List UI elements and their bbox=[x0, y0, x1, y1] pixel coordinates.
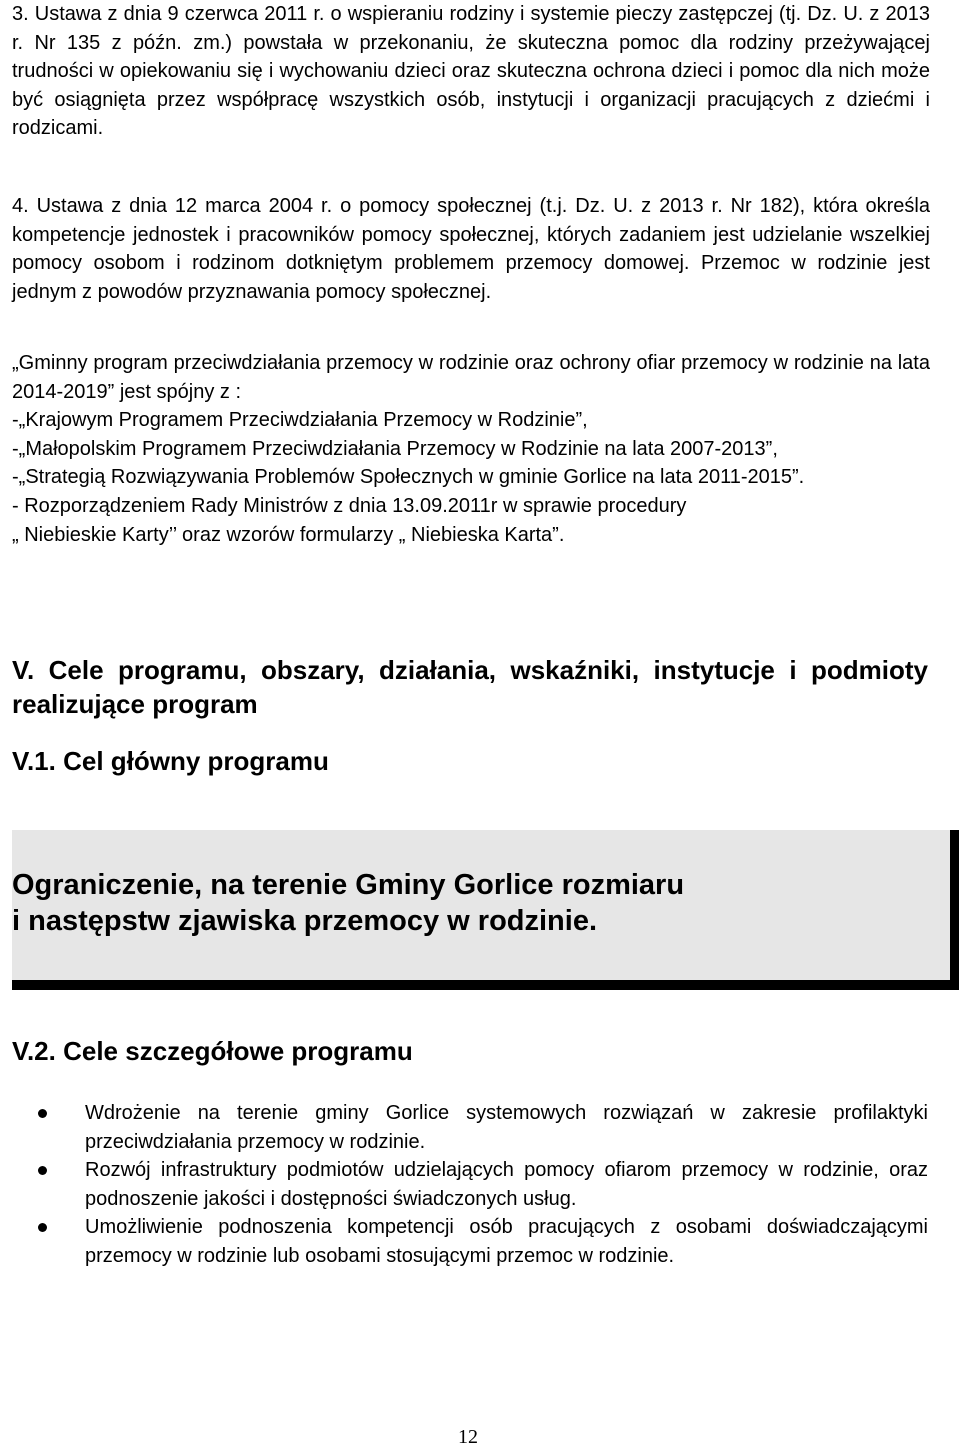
detailed-goal-text: Rozwój infrastruktury podmiotów udzielających pomocy ofiarom przemocy w rodzinie, oraz podnoszenie jakości i dostępności świadczonych usług. bbox=[85, 1159, 928, 1210]
section-v2-heading: V.2. Cele szczegółowe programu bbox=[12, 1036, 413, 1066]
list-item bbox=[12, 1099, 928, 1156]
consistency-item-malopolski: -„Małopolskim Programem Przeciwdziałania Przemocy w Rodzinie na lata 2007-2013”, bbox=[12, 437, 778, 460]
list-item bbox=[12, 1156, 928, 1213]
bullet-icon bbox=[38, 1109, 47, 1118]
consistency-item-niebieska-karta: „ Niebieskie Karty’’ oraz wzorów formularzy „ Niebieska Karta”. bbox=[12, 523, 565, 546]
section-v-heading: V. Cele programu, obszary, działania, wskaźniki, instytucje i podmioty realizujące program bbox=[12, 655, 928, 719]
consistency-item-rozporzadzenie: - Rozporządzeniem Rady Ministrów z dnia 13.09.2011r w sprawie procedury bbox=[12, 494, 687, 517]
consistency-item-strategia: -„Strategią Rozwiązywania Problemów Społecznych w gminie Gorlice na lata 2011-2015”. bbox=[12, 466, 805, 489]
page-number: 12 bbox=[458, 1426, 478, 1448]
list-item bbox=[12, 1213, 928, 1270]
section-v1-heading: V.1. Cel główny programu bbox=[12, 746, 329, 776]
bullet-icon bbox=[38, 1166, 47, 1175]
detailed-goals-list bbox=[12, 1099, 928, 1271]
main-goal-shadow-right bbox=[950, 830, 959, 990]
bullet-icon bbox=[38, 1223, 47, 1232]
program-consistency-block bbox=[12, 349, 930, 549]
main-goal-text bbox=[12, 867, 684, 939]
detailed-goal-text: Wdrożenie na terenie gminy Gorlice systemowych rozwiązań w zakresie profilaktyki przeciwdziałania przemocy w rodzinie. bbox=[85, 1102, 928, 1153]
main-goal-box bbox=[12, 830, 960, 990]
detailed-goal-text: Umożliwienie podnoszenia kompetencji osób pracujących z osobami doświadczającymi przemocy w rodzinie lub osobami stosującymi przemoc w rodzinie. bbox=[85, 1216, 928, 1267]
law-item-4: 4. Ustawa z dnia 12 marca 2004 r. o pomocy społecznej (t.j. Dz. U. z 2013 r. Nr 182), która określa kompetencje jednostek i pracowników pomocy społecznej, których zadaniem jest udzielanie wszelkiej pomocy osobom i rodzinom dotkniętym problemem przemocy domowej. Przemoc w rodzinie jest jednym z powodów przyznawania pomocy społecznej. bbox=[12, 195, 930, 303]
program-consistency-intro: „Gminny program przeciwdziałania przemocy w rodzinie oraz ochrony ofiar przemocy w rodzinie na lata 2014-2019” jest spójny z : bbox=[12, 352, 930, 403]
main-goal-line-1: Ograniczenie, na terenie Gminy Gorlice rozmiaru bbox=[12, 869, 685, 901]
consistency-item-krajowy: -„Krajowym Programem Przeciwdziałania Przemocy w Rodzinie”, bbox=[12, 409, 588, 432]
main-goal-line-2: i następstw zjawiska przemocy w rodzinie. bbox=[12, 905, 598, 937]
law-item-3: 3. Ustawa z dnia 9 czerwca 2011 r. o wspieraniu rodziny i systemie pieczy zastępczej (tj. Dz. U. z 2013 r. Nr 135 z późn. zm.) powstała w przekonaniu, że skuteczna pomoc dla rodziny przeżywającej trudności w opiekowaniu się i wychowaniu dzieci oraz skuteczna ochrona dzieci i pomoc dla nich może być osiągnięta przez współpracę wszystkich osób, instytucji i organizacji pracujących z dziećmi i rodzicami. bbox=[12, 3, 930, 140]
main-goal-shadow-bottom bbox=[12, 980, 959, 990]
